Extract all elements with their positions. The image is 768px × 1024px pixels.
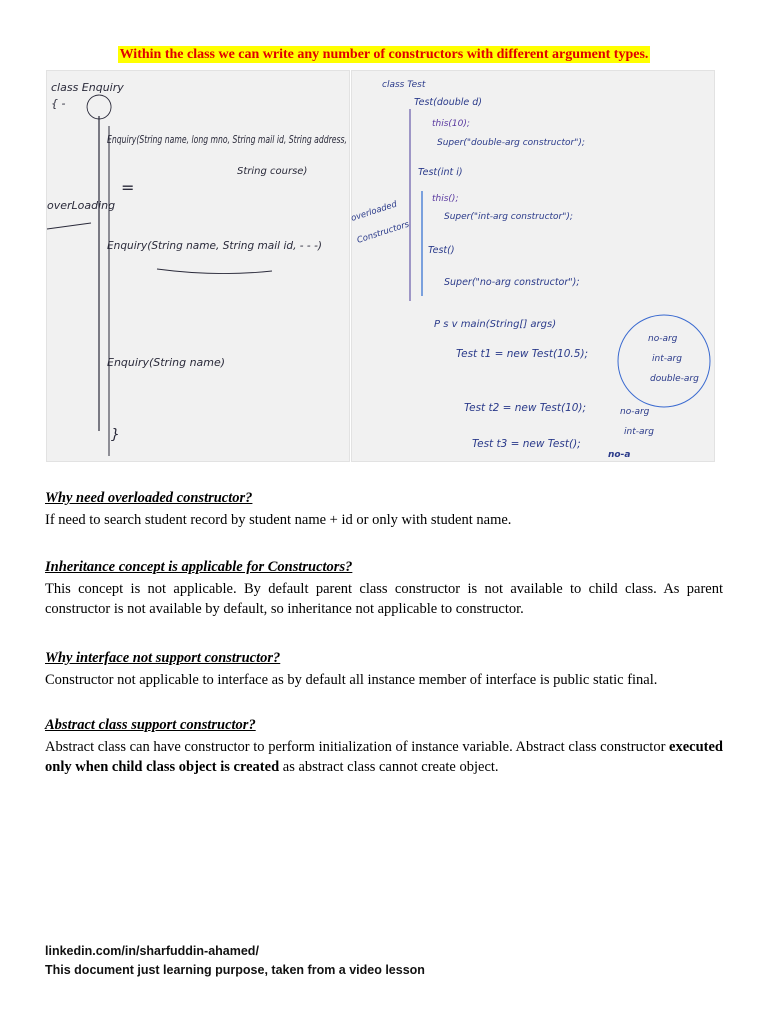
right-super-double: Super("double-arg constructor"); bbox=[437, 138, 585, 148]
left-whiteboard-image bbox=[46, 70, 350, 462]
right-super-int: Super("int-arg constructor"); bbox=[444, 212, 573, 222]
left-equals: = bbox=[121, 178, 135, 197]
answer-abstract bbox=[45, 737, 723, 777]
footer bbox=[45, 942, 425, 980]
right-note1-a: no-arg bbox=[648, 334, 678, 344]
right-note1-b: int-arg bbox=[652, 354, 682, 364]
right-main: P s v main(String[] args) bbox=[434, 319, 557, 330]
left-ctor3: Enquiry(String name) bbox=[107, 356, 226, 369]
right-this-call: this(10); bbox=[432, 119, 470, 129]
answer-abstract-pre: Abstract class can have constructor to perform initialization of instance variable. Abstract class constructor bbox=[45, 739, 670, 755]
right-ctor-none: Test() bbox=[428, 245, 455, 256]
right-note2-b: int-arg bbox=[624, 427, 654, 437]
right-whiteboard-image bbox=[351, 70, 715, 462]
left-ctor1-cont: String course) bbox=[237, 166, 308, 177]
right-t2: Test t2 = new Test(10); bbox=[464, 402, 587, 414]
answer-overloaded: If need to search student record by student name + id or only with student name. bbox=[45, 512, 512, 528]
right-this-empty: this(); bbox=[432, 194, 459, 204]
right-ctor-int: Test(int i) bbox=[418, 167, 463, 178]
question-abstract: Abstract class support constructor? bbox=[45, 717, 256, 733]
right-super-none: Super("no-arg constructor"); bbox=[444, 277, 580, 288]
question-interface: Why interface not support constructor? bbox=[45, 650, 281, 666]
footer-linkedin: linkedin.com/in/sharfuddin-ahamed/ bbox=[45, 944, 259, 958]
right-note2-a: no-arg bbox=[620, 407, 650, 417]
answer-interface: Constructor not applicable to interface as by default all instance member of interface is public static final. bbox=[45, 672, 658, 688]
left-class-decl: class Enquiry bbox=[51, 81, 124, 94]
answer-abstract-bold: executed only when child class object is created bbox=[45, 739, 723, 775]
right-note1-c: double-arg bbox=[650, 374, 699, 384]
left-brace-close: } bbox=[111, 427, 120, 443]
question-overloaded: Why need overloaded constructor? bbox=[45, 490, 253, 506]
answer-inheritance: This concept is not applicable. By default parent class constructor is not available to child class. As parent constructor is not available by default, so inheritance not applicable to constructor. bbox=[45, 581, 723, 617]
left-overloading: overLoading bbox=[47, 199, 116, 212]
question-inheritance: Inheritance concept is applicable for Constructors? bbox=[45, 559, 353, 575]
banner-text: Within the class we can write any number of constructors with different argument types. bbox=[119, 47, 649, 62]
section-interface bbox=[45, 648, 723, 690]
right-note3: no-a bbox=[608, 450, 631, 460]
banner bbox=[0, 45, 768, 63]
section-abstract bbox=[45, 715, 723, 777]
right-overloaded: overloaded bbox=[349, 199, 399, 224]
right-class-decl: class Test bbox=[382, 80, 426, 90]
right-t3: Test t3 = new Test(); bbox=[472, 438, 581, 450]
answer-abstract-post: as abstract class cannot create object. bbox=[279, 759, 499, 775]
right-constructors: Constructors bbox=[355, 219, 411, 246]
right-t1: Test t1 = new Test(10.5); bbox=[456, 348, 589, 360]
left-ctor2: Enquiry(String name, String mail id, - - -) bbox=[107, 239, 322, 252]
section-overloaded-constructor bbox=[45, 488, 723, 530]
left-brace-open: { - bbox=[51, 97, 66, 110]
left-ctor1: Enquiry(String name, long mno, String mail id, String address, bbox=[107, 134, 347, 146]
right-ctor-double: Test(double d) bbox=[414, 97, 482, 108]
section-inheritance bbox=[45, 557, 723, 619]
footer-note: This document just learning purpose, taken from a video lesson bbox=[45, 963, 425, 977]
